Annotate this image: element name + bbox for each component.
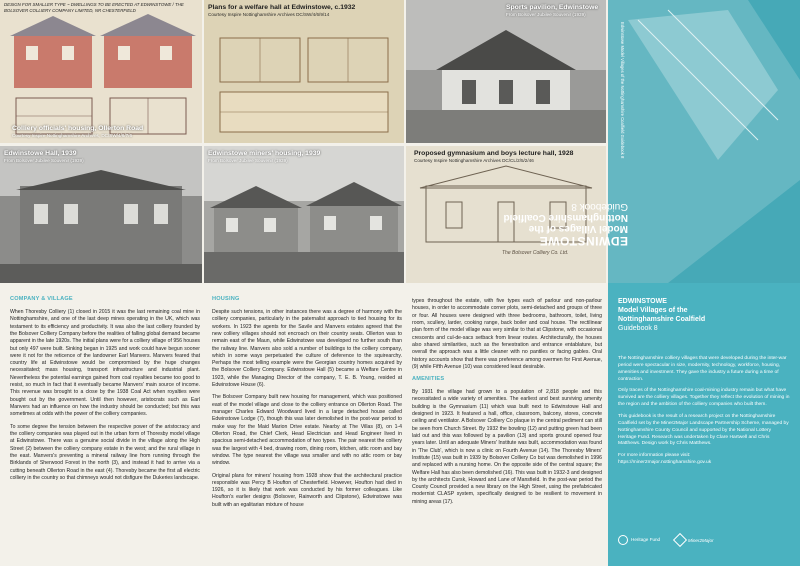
caption-title: Sports pavilion, Edwinstowe xyxy=(506,4,599,11)
paragraph: types throughout the estate, with five types each of parlour and non-parlour houses, in order to accommodate corner plots, semi-detached and groups of three or four. All houses were designed with three bedrooms, bathroom, toilet, living room, scullery, larder, cooking range, back boiler and coal house. The rectilinear plan form of the model village was very similar to that at Clipstone, with occasional crescents and cul-de-sacs setback from linear routes. Architecturally, the houses also shared similarities, such as the fenestration and entrance entablature, but overall the approach was a little cleaner with no pantiles or facing gables. Oral history accounts show that there was preference among overmen for First Avenue, (9) while Fifth Avenue (10) was considered least desirable. xyxy=(412,298,602,370)
miner2major-logo xyxy=(675,535,714,545)
section-heading: HOUSING xyxy=(212,296,240,302)
paragraph: The Nottinghamshire colliery villages that were developed during the inter-war period were spectacular in size, modernity, technology, workforce, housing, amenities and investment. They gave the industry a future during a time of contraction. xyxy=(618,356,787,382)
paragraph: The Bolsover Company built new housing for management, which was positioned east of the model village and close to the colliery entrance on Ollerton Road. The manager Charles Edward Woodward lived in a large detached house called Edwinstowe Lodge (7), though this was later demolished in the post-war period to make way for the Maid Marion Drive estate. Nearby at The Villas (8), on 1-4 Ollerton Road, the Chief Clerk, Head Electrician and Head Engineer lived in spacious semi-detached accommodation of two types. The pair nearest the colliery was the largest with 4 bed, drawing room, dining room, kitchen, attic room and bay window. The type nearest the village was smaller and with no attic room or bay window. xyxy=(212,394,402,467)
panel-title-line: Nottinghamshire Coalfield xyxy=(618,316,706,324)
caption-source: Courtesy Inspire Nottinghamshire Archives, DC/SW/4/6/7/6 xyxy=(12,133,132,139)
pavilion-photo-image xyxy=(406,0,606,143)
paragraph: For more information please visit: xyxy=(618,453,691,459)
panel-body xyxy=(618,356,790,472)
photo-caption xyxy=(208,4,400,18)
photo-caption xyxy=(4,150,198,164)
cover-spine xyxy=(613,22,627,159)
architectural-drawing-image xyxy=(0,0,202,143)
caption-title: Proposed gymnasium and boys lecture hall, 1928 xyxy=(414,150,574,157)
panel-title-line: Model Villages of the xyxy=(618,307,688,315)
caption-source: From Bolsover Jubilee Souvenir (1939) xyxy=(4,158,84,164)
cover-subtitle-1: Model Villages of the xyxy=(528,223,628,234)
column-housing xyxy=(212,296,402,514)
caption-title: Edwinstowe Hall, 1939 xyxy=(4,150,77,157)
caption-source: From Bolsover Jubilee Souvenir (1939) xyxy=(208,158,288,164)
panel-title-line: EDWINSTOWE xyxy=(618,298,667,305)
hall-photo-image xyxy=(0,146,202,283)
plan-drawing-image xyxy=(204,0,404,143)
photo-caption xyxy=(12,125,198,139)
caption-title: Edwinstowe miners' housing, 1939 xyxy=(208,150,321,157)
cover-subtitle-2: Nottinghamshire Coalfield xyxy=(503,212,628,223)
logo-row xyxy=(618,535,714,545)
caption-source: From Bolsover Jubilee Souvenir (1939) xyxy=(506,12,586,18)
heritage-fund-icon xyxy=(618,535,628,545)
caption-title: Colliery officials' housing, Ollerton Road xyxy=(12,124,144,132)
paragraph: When Thoresby Colliery (1) closed in 2015 it was the last remaining coal mine in Nottinghamshire, and one of the last deep mines operating in the UK, which was testament to its efficiency and productivity. It was also the last colliery founded by the Bolsover Colliery Company before the realities of falling global demand became apparent in the late 1920s. The initial plans were for a colliery village of 956 houses but only 497 were built. Sinking began in 1925 and work could have begun sooner were it not for the reticence of the landowner Earl Manvers. Manvers feared that country life at Edwinstowe would be compromised by the huge changes necessitated; mass housing, transport infrastructure and industrial plant. Nevertheless the potential earnings gained from coal royalties became too good to resist, so much in fact that it eventually became Manvers' main source of income. This revenue was brought to a close by the 1938 Coal Act when royalties were bought out by the government. Until then however, aristocrats such as Earl Manvers had an influence on how the industry should be conducted; but this was sometimes at odds with the power of the colliery companies. xyxy=(10,308,200,418)
photo-caption xyxy=(414,150,602,164)
panel-guidebook: Guidebook 8 xyxy=(618,325,658,333)
photo-officials-housing xyxy=(0,0,202,143)
photo-caption xyxy=(208,150,400,164)
cover-guidebook: Guidebook 8 xyxy=(571,201,628,212)
paragraph: To some degree the tension between the respective power of the aristocracy and the colliery companies was played out in the urban form of Thoresby model village at Edwinstowe. There was a genuine social divide in the village along the High Street (2) between the colliery company estate in the west; and the rural village in the east. Manvers's preventing a mineral railway line from running through the Birklands of Sherwood Forest in the north (3), and instead it had to arrive via a cutting beneath Ollerton Road in the east (4). Thoresby became the first all electric colliery in the country so that chimneys would not disfigure the Dukeries landscape. xyxy=(10,423,200,481)
photo-welfare-hall-plans xyxy=(204,0,404,143)
drawing-header: DESIGN FOR SMALLER TYPE ~ DWELLINGS TO BE ERECTED AT EDWINSTOWE / THE BOLSOVER COLLIERY COMPANY LIMITED, NR CHESTERFIELD xyxy=(4,2,184,13)
caption-title: Plans for a welfare hall at Edwinstowe, c.1932 xyxy=(208,4,356,11)
paragraph: This guidebook is the result of a research project on the Nottinghamshire Coalfield set by the Miner2Major Landscape Partnership Scheme, managed by Nottinghamshire County Council and supported by the National Lottery Heritage Fund. Research was undertaken by Clare Hartwell and Chris Matthews. Design work by Chris Matthews. xyxy=(618,414,789,447)
paragraph: By 1931 the village had grown to a population of 2,818 people and this necessitated a wide variety of amenities. The earliest and best surviving amenity building is the Gymnasium (11) which was built next to Edwinstowe Hall and designed in 1923. It featured a hall, office, classroom, balcony, stores, concrete ceiling and ventilator. A Bolsover Colliery Co plaque in the central pediment can still be seen from Church Street. By 1932 the bowling (12) and putting green had been laid out and this was followed by a pavilion (13) and sports ground opened four years later. Until an adequate Miners' Institute was built, accommodation was found in 'The Club', which is now a clinic on Fourth Avenue (14). The Thoresby Miners' Institute (15) was built in 1939 by Bolsover Colliery Co but was demolished in 1996 and replaced with a nursing home. On the opposite side of the central square; the Welfare Hall has also been demolished (16). This was built in 1932-3 and designed by the architects Cursk, Howard and Lane of Mansfield. In the post-war period the County Council provided a new library on the High Street, using the prefabricated modernist CLASP system, specifically designed to be resilient to movement in mining areas (17). xyxy=(412,389,602,505)
photo-caption xyxy=(506,4,602,18)
miner2major-label: Miner2Major xyxy=(688,537,714,543)
caption-source: Courtesy Inspire Nottinghamshire Archives DC/CL/2/5/2/46 xyxy=(414,158,534,164)
paragraph: Original plans for miners' housing from 1928 show that the architectural practice responsible was Percy B Houfton of Chesterfield. However, Houfton had died in 1926, so it is likely that work was conducted by his former colleagues. Like Houfton's earlier designs (Bolsover, Rainworth and Clipstone), Edwinstowe was built with an egalitarian mixture of house xyxy=(212,472,402,508)
caption-source: Courtesy Inspire Nottinghamshire Archives DC/SW/4/6/9/14 xyxy=(208,12,330,18)
miner2major-icon xyxy=(673,533,687,547)
spine-text: Edwinstowe Model Villages of the Nottinghamshire Coalfield Guidebook 8 xyxy=(620,22,625,159)
cover-title-block xyxy=(368,201,628,248)
drawing-stamp: The Bolsover Colliery Co. Ltd. xyxy=(502,250,569,256)
section-heading: AMENITIES xyxy=(412,376,445,383)
paragraph: Only traces of the Nottinghamshire coal-mining industry remain but what have survived are the colliery villages. Together they reflect the evolution of mining in the region and the ambition of the colliery companies who built them. xyxy=(618,388,790,408)
paragraph: Despite such tensions, in other instances there was a degree of harmony with the colliery companies, particularly in the paternalist approach to tied housing for its workers. In 1923 the agents for the Savile and Manvers estates agreed that the new colliery villages should not encroach on their country seats. Ollerton was to remain east of the Maun, while Edwinstowe was developed no further south than the railway line. Manvers also sold a number of buildings to the colliery company, which in some ways perpetuated the culture of deference to the squirearchy. Perhaps the most telling example were the Georgian country homes acquired by the Bolsover Colliery Company. Edwinstowe Hall (5) became a Welfare Centre in 1923, while the Managing Director of the company, T. E. B. Young, resided at Edwinstowe House (6). xyxy=(212,308,402,389)
info-panel xyxy=(608,283,800,566)
cover-title: EDWINSTOWE xyxy=(539,234,628,248)
cover-image xyxy=(608,0,800,283)
column-company-village xyxy=(10,296,200,487)
heritage-fund-label: Heritage Fund xyxy=(631,537,661,543)
photo-sports-pavilion xyxy=(406,0,606,143)
heritage-fund-logo xyxy=(618,535,661,545)
column-amenities xyxy=(412,298,602,511)
section-heading: COMPANY & VILLAGE xyxy=(10,296,73,302)
website-link[interactable]: https://miner2major.nottinghamshire.gov.uk xyxy=(618,460,712,466)
panel-title xyxy=(618,297,705,333)
photo-edwinstowe-hall xyxy=(0,146,202,283)
